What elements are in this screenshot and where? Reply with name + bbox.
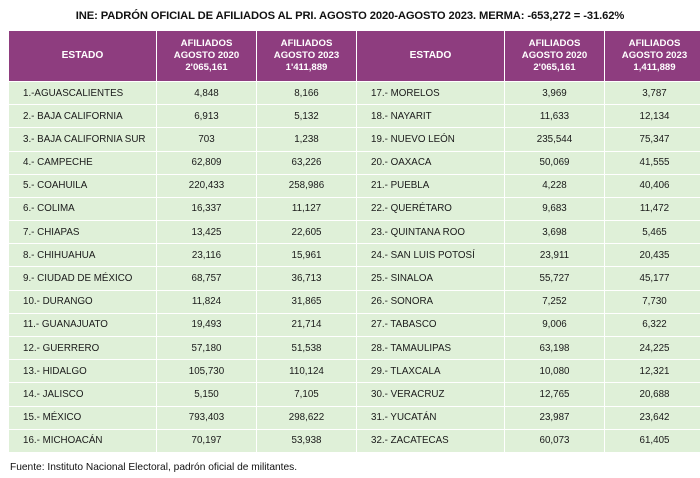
state-name-left: 4.- CAMPECHE [9, 151, 157, 174]
state-name-right: 31.- YUCATÁN [357, 406, 505, 429]
table-header-row [9, 31, 700, 82]
state-name-left: 10.- DURANGO [9, 290, 157, 313]
afiliados-2020-right: 3,698 [505, 221, 605, 244]
afiliados-2020-right: 12,765 [505, 383, 605, 406]
header-line-1: AFILIADOS [628, 38, 681, 49]
afiliados-2023-left: 51,538 [257, 337, 357, 360]
afiliados-2020-left: 5,150 [157, 383, 257, 406]
afiliados-2023-left: 5,132 [257, 105, 357, 128]
afiliados-2020-right: 3,969 [505, 81, 605, 104]
column-header-afiliados-2020-right [505, 31, 605, 82]
afiliados-2023-right: 20,435 [605, 244, 700, 267]
afiliados-2023-left: 15,961 [257, 244, 357, 267]
afiliados-2020-left: 220,433 [157, 174, 257, 197]
afiliados-2023-right: 23,642 [605, 406, 700, 429]
header-line-3: 1,411,889 [633, 61, 676, 73]
afiliados-2023-right: 75,347 [605, 128, 700, 151]
column-header-estado-right: ESTADO [357, 31, 505, 82]
state-name-right: 24.- SAN LUIS POTOSÍ [357, 244, 505, 267]
afiliados-2020-left: 793,403 [157, 406, 257, 429]
afiliados-2020-right: 50,069 [505, 151, 605, 174]
afiliados-2020-right: 4,228 [505, 174, 605, 197]
afiliados-2020-left: 23,116 [157, 244, 257, 267]
state-name-right: 18.- NAYARIT [357, 105, 505, 128]
state-name-right: 20.- OAXACA [357, 151, 505, 174]
table-row [9, 406, 700, 429]
state-name-right: 22.- QUERÉTARO [357, 197, 505, 220]
afiliados-2023-right: 20,688 [605, 383, 700, 406]
state-name-right: 25.- SINALOA [357, 267, 505, 290]
state-name-left: 5.- COAHUILA [9, 174, 157, 197]
afiliados-2023-left: 53,938 [257, 429, 357, 452]
table-row [9, 151, 700, 174]
state-name-left: 6.- COLIMA [9, 197, 157, 220]
table-row [9, 105, 700, 128]
state-name-left: 9.- CIUDAD DE MÉXICO [9, 267, 157, 290]
state-name-right: 21.- PUEBLA [357, 174, 505, 197]
column-header-afiliados-2020-left [157, 31, 257, 82]
state-name-left: 13.- HIDALGO [9, 360, 157, 383]
table-row [9, 267, 700, 290]
header-line-2: AGOSTO 2023 [273, 49, 340, 61]
afiliados-2023-right: 41,555 [605, 151, 700, 174]
table-row [9, 429, 700, 452]
header-line-2: AGOSTO 2020 [521, 49, 588, 61]
state-name-right: 19.- NUEVO LEÓN [357, 128, 505, 151]
header-line-2: AGOSTO 2023 [621, 49, 688, 61]
table-row [9, 337, 700, 360]
state-name-left: 15.- MÉXICO [9, 406, 157, 429]
afiliados-2020-right: 63,198 [505, 337, 605, 360]
afiliados-2023-left: 21,714 [257, 313, 357, 336]
header-line-1: AFILIADOS [528, 38, 581, 49]
afiliados-2023-right: 5,465 [605, 221, 700, 244]
afiliados-2023-right: 12,321 [605, 360, 700, 383]
afiliados-2020-right: 9,683 [505, 197, 605, 220]
state-name-right: 17.- MORELOS [357, 81, 505, 104]
state-name-left: 3.- BAJA CALIFORNIA SUR [9, 128, 157, 151]
afiliados-2020-left: 6,913 [157, 105, 257, 128]
afiliados-2023-right: 24,225 [605, 337, 700, 360]
afiliados-2023-left: 8,166 [257, 81, 357, 104]
state-name-left: 14.- JALISCO [9, 383, 157, 406]
header-line-3: 2'065,161 [185, 61, 228, 73]
header-line-3: 1'411,889 [285, 61, 328, 73]
afiliados-2023-right: 11,472 [605, 197, 700, 220]
header-line-2: AGOSTO 2020 [173, 49, 240, 61]
afiliados-2023-left: 7,105 [257, 383, 357, 406]
state-name-right: 32.- ZACATECAS [357, 429, 505, 452]
state-name-left: 2.- BAJA CALIFORNIA [9, 105, 157, 128]
afiliados-2020-left: 105,730 [157, 360, 257, 383]
table-row [9, 383, 700, 406]
column-header-afiliados-2023-right [605, 31, 700, 82]
state-name-right: 26.- SONORA [357, 290, 505, 313]
state-name-right: 29.- TLAXCALA [357, 360, 505, 383]
state-name-left: 1.-AGUASCALIENTES [9, 81, 157, 104]
header-line-3: 2'065,161 [533, 61, 576, 73]
column-header-afiliados-2023-left [257, 31, 357, 82]
afiliados-2020-right: 7,252 [505, 290, 605, 313]
afiliados-2020-left: 68,757 [157, 267, 257, 290]
table-row [9, 128, 700, 151]
afiliados-2020-left: 62,809 [157, 151, 257, 174]
state-name-right: 28.- TAMAULIPAS [357, 337, 505, 360]
afiliados-2020-right: 60,073 [505, 429, 605, 452]
afiliados-2023-left: 36,713 [257, 267, 357, 290]
afiliados-2023-left: 110,124 [257, 360, 357, 383]
afiliados-2020-right: 9,006 [505, 313, 605, 336]
afiliados-2020-left: 13,425 [157, 221, 257, 244]
state-name-left: 12.- GUERRERO [9, 337, 157, 360]
afiliados-2023-right: 61,405 [605, 429, 700, 452]
table-row [9, 290, 700, 313]
state-name-right: 27.- TABASCO [357, 313, 505, 336]
afiliados-2023-left: 258,986 [257, 174, 357, 197]
state-name-left: 11.- GUANAJUATO [9, 313, 157, 336]
state-name-right: 30.- VERACRUZ [357, 383, 505, 406]
table-row [9, 360, 700, 383]
header-line-1: AFILIADOS [280, 38, 333, 49]
header-line-1: AFILIADOS [180, 38, 233, 49]
afiliados-2020-left: 19,493 [157, 313, 257, 336]
afiliados-2020-left: 4,848 [157, 81, 257, 104]
state-name-left: 16.- MICHOACÁN [9, 429, 157, 452]
afiliados-2020-right: 23,911 [505, 244, 605, 267]
afiliados-2020-left: 70,197 [157, 429, 257, 452]
source-note: Fuente: Instituto Nacional Electoral, padrón oficial de militantes. [10, 461, 298, 473]
state-name-left: 8.- CHIHUAHUA [9, 244, 157, 267]
afiliados-2023-left: 22,605 [257, 221, 357, 244]
afiliados-2023-left: 63,226 [257, 151, 357, 174]
page-title: INE: PADRÓN OFICIAL DE AFILIADOS AL PRI. AGOSTO 2020-AGOSTO 2023. MERMA: -653,272 = -31.62% [75, 10, 625, 22]
afiliados-2020-left: 11,824 [157, 290, 257, 313]
afiliados-2020-right: 11,633 [505, 105, 605, 128]
afiliados-2023-left: 31,865 [257, 290, 357, 313]
state-name-left: 7.- CHIAPAS [9, 221, 157, 244]
afiliados-2020-right: 235,544 [505, 128, 605, 151]
afiliados-2023-right: 45,177 [605, 267, 700, 290]
afiliados-2023-left: 298,622 [257, 406, 357, 429]
table-row [9, 197, 700, 220]
afiliados-2023-right: 12,134 [605, 105, 700, 128]
afiliados-2020-left: 703 [157, 128, 257, 151]
afiliados-2020-right: 10,080 [505, 360, 605, 383]
afiliados-2023-right: 40,406 [605, 174, 700, 197]
table-row [9, 244, 700, 267]
table-header [9, 31, 700, 82]
afiliados-2020-left: 16,337 [157, 197, 257, 220]
table-row [9, 174, 700, 197]
afiliados-2023-left: 11,127 [257, 197, 357, 220]
affiliates-table [8, 30, 700, 453]
afiliados-2020-left: 57,180 [157, 337, 257, 360]
afiliados-2020-right: 23,987 [505, 406, 605, 429]
state-name-right: 23.- QUINTANA ROO [357, 221, 505, 244]
afiliados-2023-right: 6,322 [605, 313, 700, 336]
afiliados-2020-right: 55,727 [505, 267, 605, 290]
afiliados-2023-right: 7,730 [605, 290, 700, 313]
afiliados-2023-left: 1,238 [257, 128, 357, 151]
table-row [9, 221, 700, 244]
column-header-estado-left: ESTADO [9, 31, 157, 82]
table-body [9, 81, 700, 452]
table-row [9, 313, 700, 336]
table-row [9, 81, 700, 104]
afiliados-2023-right: 3,787 [605, 81, 700, 104]
